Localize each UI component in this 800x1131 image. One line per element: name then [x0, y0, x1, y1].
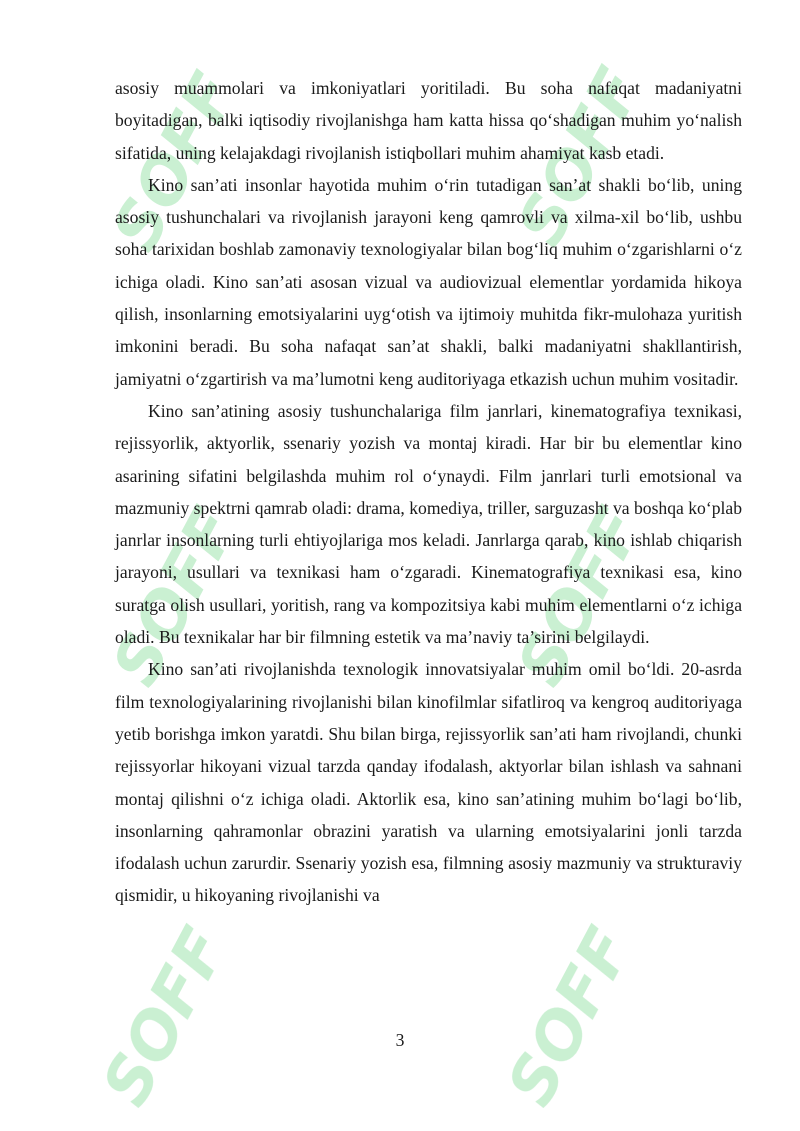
paragraph-texnologik-innovatsiyalar: Kino san’ati rivojlanishda texnologik innovatsiyalar muhim omil bo‘ldi. 20-asrda film texnologiyalarining rivojlanishi bilan kinofilmlar sifatliroq va kengroq auditoriyaga yetib borishga imkon yaratdi. Shu bilan birga, rejissyorlik san’ati ham rivojlandi, chunki rejissyorlar hikoyani vizual tarzda qanday ifodalash, aktyorlar bilan ishlash va sahnani montaj qilishni o‘z ichiga oladi. Aktorlik esa, kino san’atining muhim bo‘lagi bo‘lib, insonlarning qahramonlar obrazini yaratish va ularning emotsiyalarini jonli tarzda ifodalash uchun zarurdir. Ssenariy yozish esa, filmning asosiy mazmuniy va strukturaviy qismidir, u hikoyaning rivojlanishi va — [115, 659, 742, 906]
svg-text:SOFF: SOFF — [493, 916, 648, 1118]
svg-text:SOFF: SOFF — [98, 496, 253, 698]
document-body — [115, 72, 742, 912]
svg-text:SOFF: SOFF — [88, 916, 243, 1118]
paragraph-asosiy-tushunchalar: Kino san’atining asosiy tushunchalariga film janrlari, kinematografiya texnikasi, rejissyorlik, aktyorlik, ssenariy yozish va montaj kiradi. Har bir bu elementlar kino asarining sifatini belgilashda muhim rol o‘ynaydi. Film janrlari turli emotsional va mazmuniy spektrni qamrab oladi: drama, komediya, triller, sarguzasht va boshqa ko‘plab janrlar insonlarning turli ehtiyojlariga mos keladi. Janrlarga qarab, kino ishlab chiqarish jarayoni, usullari va texnikasi ham o‘zgaradi. Kinematografiya texnikasi esa, kino suratga olish usullari, yoritish, rang va kompozitsiya kabi muhim elementlarni o‘z ichiga oladi. Bu texnikalar har bir filmning estetik va ma’naviy ta’sirini belgilaydi. — [115, 400, 742, 648]
paragraph-kino-sanati: Kino san’ati insonlar hayotida muhim o‘rin tutadigan san’at shakli bo‘lib, uning asosiy tushunchalari va rivojlanish jarayoni keng qamrovli va xilma-xil bo‘lib, ushbu soha tarixidan boshlab zamonaviy texnologiyalar bilan bog‘liq muhim o‘zgarishlarni o‘z ichiga oladi. Kino san’ati asosan vizual va audiovizual elementlar yordamida hikoya qilish, insonlarning emotsiyalarini uyg‘otish va ijtimoiy muhitda fikr-mulohaza yuritish imkonini beradi. Bu soha nafaqat san’at shakli, balki madaniyatni shakllantirish, jamiyatni o‘zgartirish va ma’lumotni keng auditoriyaga etkazish uchun muhim vositadir. — [115, 174, 742, 389]
watermark-mark-left-bottom — [89, 917, 243, 1118]
paragraph-continuation: asosiy muammolari va imkoniyatlari yoritiladi. Bu soha nafaqat madaniyatni boyitadigan, balki iqtisodiy rivojlanishga ham katta hissa qo‘shadigan muhim yo‘nalish sifatida, uning kelajakdagi rivojlanish istiqbollari muhim ahamiyat kasb etadi. — [115, 78, 742, 163]
svg-text:SOFF: SOFF — [98, 61, 253, 263]
svg-text:SOFF: SOFF — [503, 56, 658, 258]
svg-text:SOFF: SOFF — [503, 496, 658, 698]
watermark-mark-right-bottom — [494, 917, 648, 1118]
page-number: 3 — [395, 1030, 405, 1050]
